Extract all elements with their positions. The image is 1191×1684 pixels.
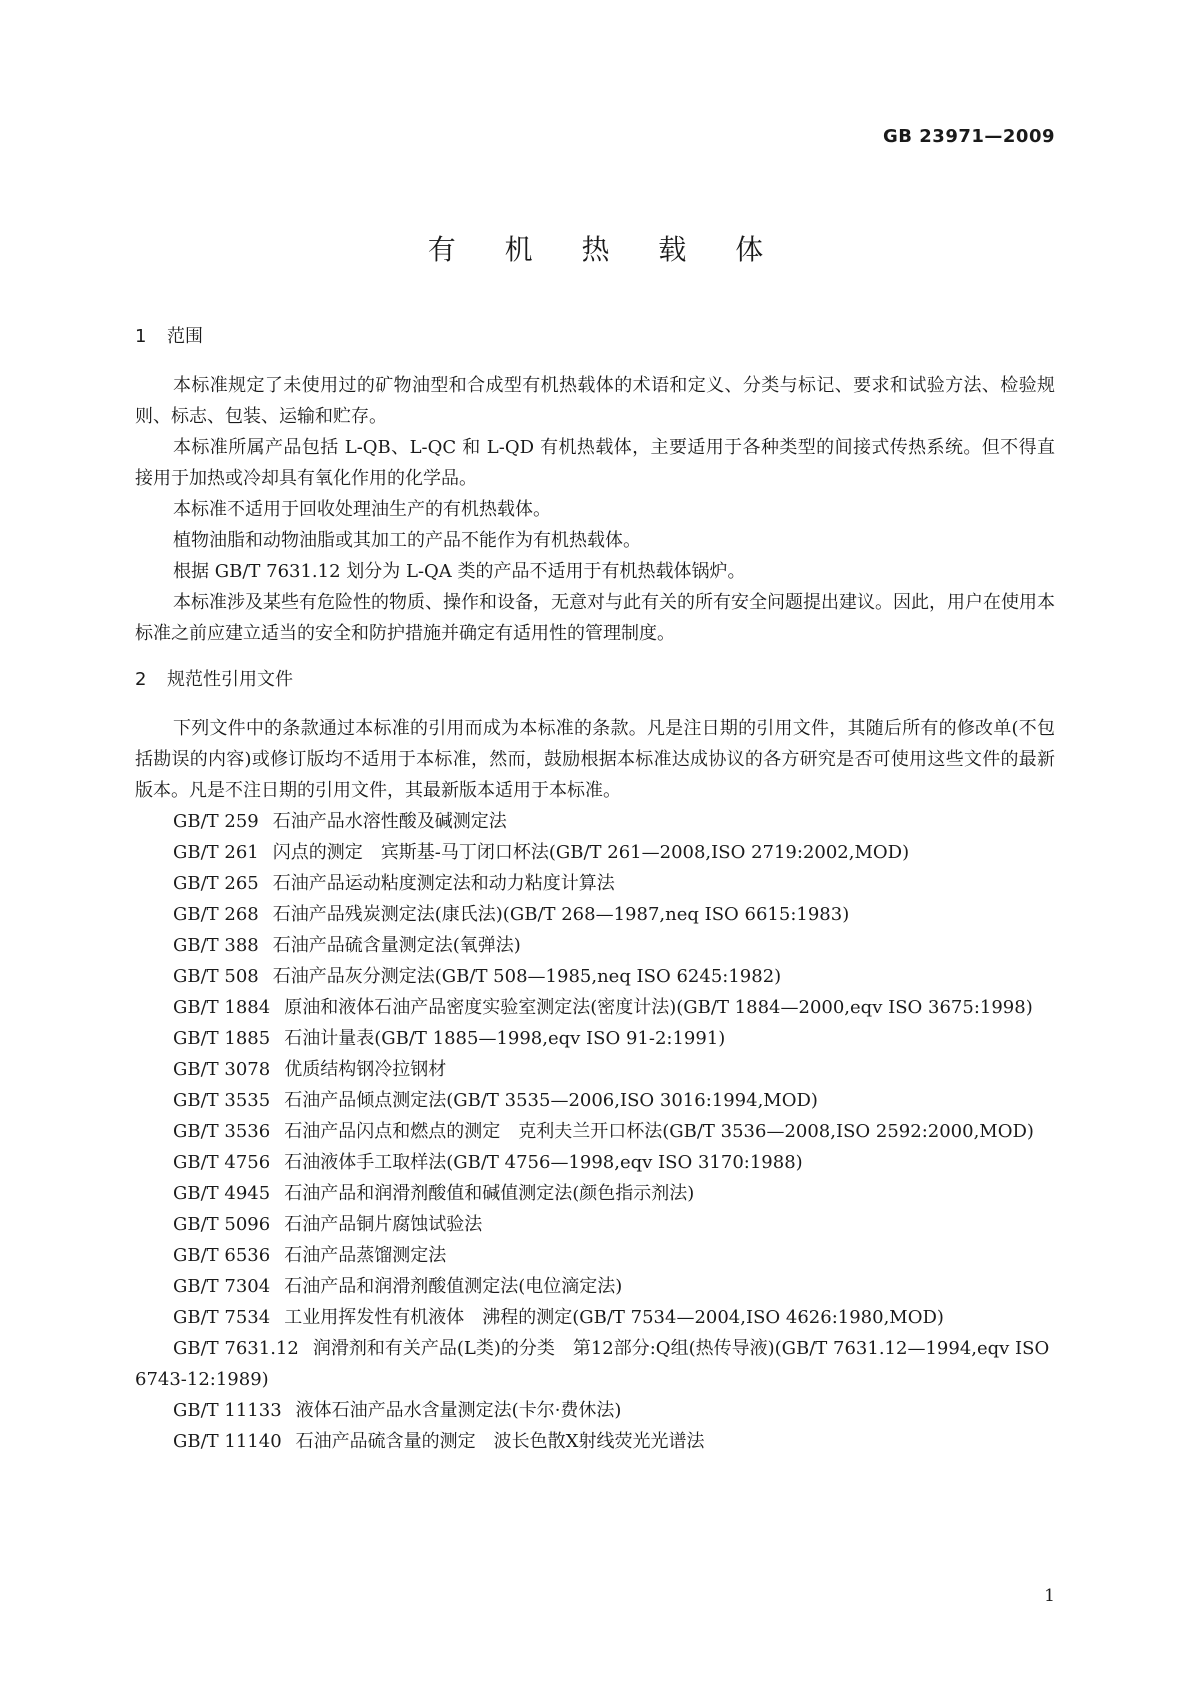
document-title: 有 机 热 载 体 <box>427 233 784 266</box>
paragraph: 下列文件中的条款通过本标准的引用而成为本标准的条款。凡是注日期的引用文件，其随后所有的修改单(不包括勘误的内容)或修订版均不适用于本标准，然而，鼓励根据本标准达成协议的各方研究是否可使用这些文件的最新版本。凡是不注日期的引用文件，其最新版本适用于本标准。 <box>135 718 1055 801</box>
paragraph: 本标准规定了未使用过的矿物油型和合成型有机热载体的术语和定义、分类与标记、要求和试验方法、检验规则、标志、包装、运输和贮存。 <box>135 375 1055 427</box>
reference-item <box>135 1302 1055 1333</box>
reference-code: GB/T 5096 <box>173 1214 271 1235</box>
reference-code: GB/T 1884 <box>173 997 271 1018</box>
reference-title: 优质结构钢冷拉钢材 <box>284 1059 447 1080</box>
reference-code: GB/T 508 <box>173 966 259 987</box>
reference-title: 石油产品运动粘度测定法和动力粘度计算法 <box>272 873 615 894</box>
reference-title: 石油产品和润滑剂酸值测定法(电位滴定法) <box>284 1276 623 1297</box>
reference-title: 原油和液体石油产品密度实验室测定法(密度计法)(GB/T 1884—2000,eqv ISO 3675:1998) <box>284 997 1033 1018</box>
reference-code: GB/T 268 <box>173 904 259 925</box>
standard-number: GB 23971—2009 <box>883 126 1055 147</box>
reference-item <box>135 1271 1055 1302</box>
reference-code: GB/T 1885 <box>173 1028 271 1049</box>
section-title: 范围 <box>167 326 203 347</box>
reference-item <box>135 1333 1055 1395</box>
reference-title: 石油产品水溶性酸及碱测定法 <box>272 811 507 832</box>
paragraph: 根据 GB/T 7631.12 划分为 L-QA 类的产品不适用于有机热载体锅炉。 <box>173 561 746 582</box>
reference-code: GB/T 4756 <box>173 1152 271 1173</box>
reference-item <box>135 1054 1055 1085</box>
reference-title: 石油计量表(GB/T 1885—1998,eqv ISO 91-2:1991) <box>284 1028 726 1049</box>
section-number: 1 <box>135 326 147 347</box>
reference-code: GB/T 3535 <box>173 1090 271 1111</box>
reference-title: 液体石油产品水含量测定法(卡尔·费休法) <box>295 1400 622 1421</box>
reference-title: 石油产品铜片腐蚀试验法 <box>284 1214 483 1235</box>
reference-code: GB/T 7304 <box>173 1276 271 1297</box>
page-number: 1 <box>1044 1586 1055 1606</box>
reference-item <box>135 1395 1055 1426</box>
reference-code: GB/T 388 <box>173 935 259 956</box>
reference-code: GB/T 7534 <box>173 1307 271 1328</box>
reference-title: 润滑剂和有关产品(L类)的分类 第12部分:Q组(热传导液)(GB/T 7631.12—1994,eqv ISO 6743-12:1989) <box>135 1338 1050 1390</box>
reference-item <box>135 1147 1055 1178</box>
reference-title: 石油液体手工取样法(GB/T 4756—1998,eqv ISO 3170:1988) <box>284 1152 803 1173</box>
reference-code: GB/T 7631.12 <box>173 1338 299 1359</box>
reference-title: 石油产品硫含量的测定 波长色散X射线荧光光谱法 <box>295 1431 705 1452</box>
reference-item <box>135 1023 1055 1054</box>
reference-list <box>135 806 1055 1457</box>
paragraph: 本标准所属产品包括 L-QB、L-QC 和 L-QD 有机热载体，主要适用于各种类型的间接式传热系统。但不得直接用于加热或冷却具有氧化作用的化学品。 <box>135 437 1055 489</box>
reference-item <box>135 806 1055 837</box>
reference-code: GB/T 265 <box>173 873 259 894</box>
reference-title: 石油产品和润滑剂酸值和碱值测定法(颜色指示剂法) <box>284 1183 695 1204</box>
reference-title: 石油产品硫含量测定法(氧弹法) <box>272 935 521 956</box>
reference-item <box>135 930 1055 961</box>
reference-item <box>135 1085 1055 1116</box>
document-body <box>135 322 1055 1457</box>
reference-code: GB/T 259 <box>173 811 259 832</box>
reference-code: GB/T 261 <box>173 842 259 863</box>
section-title: 规范性引用文件 <box>167 669 293 690</box>
paragraph: 植物油脂和动物油脂或其加工的产品不能作为有机热载体。 <box>173 530 641 551</box>
reference-code: GB/T 3536 <box>173 1121 271 1142</box>
reference-code: GB/T 4945 <box>173 1183 271 1204</box>
reference-item <box>135 899 1055 930</box>
reference-item <box>135 1426 1055 1457</box>
reference-title: 石油产品蒸馏测定法 <box>284 1245 447 1266</box>
section-number: 2 <box>135 669 147 690</box>
reference-title: 工业用挥发性有机液体 沸程的测定(GB/T 7534—2004,ISO 4626:1980,MOD) <box>284 1307 944 1328</box>
reference-title: 石油产品残炭测定法(康氏法)(GB/T 268—1987,neq ISO 6615:1983) <box>272 904 850 925</box>
reference-item <box>135 868 1055 899</box>
reference-title: 闪点的测定 宾斯基-马丁闭口杯法(GB/T 261—2008,ISO 2719:2002,MOD) <box>272 842 910 863</box>
reference-title: 石油产品闪点和燃点的测定 克利夫兰开口杯法(GB/T 3536—2008,ISO 2592:2000,MOD) <box>284 1121 1034 1142</box>
reference-title: 石油产品倾点测定法(GB/T 3535—2006,ISO 3016:1994,MOD) <box>284 1090 818 1111</box>
reference-code: GB/T 11133 <box>173 1400 282 1421</box>
reference-item <box>135 1240 1055 1271</box>
reference-item <box>135 992 1055 1023</box>
reference-code: GB/T 6536 <box>173 1245 271 1266</box>
section-1-heading <box>135 322 1055 352</box>
paragraph: 本标准涉及某些有危险性的物质、操作和设备，无意对与此有关的所有安全问题提出建议。因此，用户在使用本标准之前应建立适当的安全和防护措施并确定有适用性的管理制度。 <box>135 592 1055 644</box>
reference-item <box>135 1209 1055 1240</box>
section-2-heading <box>135 665 1055 695</box>
paragraph: 本标准不适用于回收处理油生产的有机热载体。 <box>173 499 551 520</box>
reference-title: 石油产品灰分测定法(GB/T 508—1985,neq ISO 6245:1982) <box>272 966 782 987</box>
reference-item <box>135 961 1055 992</box>
reference-item <box>135 1178 1055 1209</box>
reference-code: GB/T 3078 <box>173 1059 271 1080</box>
reference-code: GB/T 11140 <box>173 1431 282 1452</box>
reference-item <box>135 837 1055 868</box>
reference-item <box>135 1116 1055 1147</box>
